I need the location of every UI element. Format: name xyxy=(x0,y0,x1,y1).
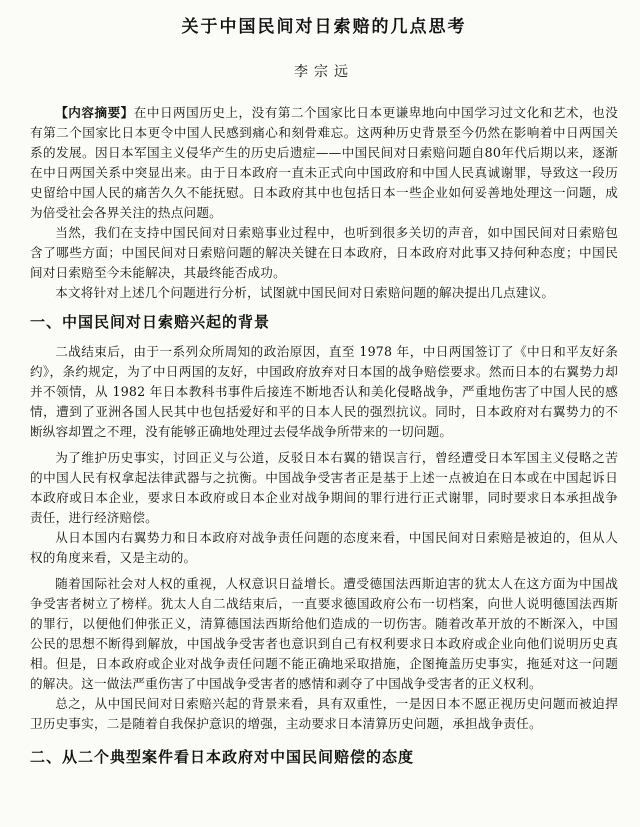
section-2-heading: 二、从二个典型案件看日本政府对中国民间赔偿的态度 xyxy=(30,748,415,766)
abstract-paragraph-1 xyxy=(30,103,618,223)
section-1-paragraph-1: 二战结束后，由于一系列众所周知的政治原因，直至 1978 年，中日两国签订了《中日和平友好条约》，条约规定，为了中日两国的友好，中国政府放弃对日本国的战争赔偿要求。然而日本的右翼势力却并不领情，从 1982 年日本教科书事件后接连不断地否认和美化侵略战争，严重地伤害了中国人民的感情，遭到了亚洲各国人民其中也包括爱好和平的日本人民的强烈抗议。同时，日本政府对右翼势力的不断纵容却置之不理，没有能够正确地处理过去侵华战争所带来的一切问题。 xyxy=(30,344,618,439)
abstract-paragraph-3: 本文将针对上述几个问题进行分析，试图就中国民间对日索赔问题的解决提出几点建议。 xyxy=(55,285,555,300)
abstract-label: 【内容摘要】 xyxy=(55,105,134,120)
section-1-heading: 一、中国民间对日索赔兴起的背景 xyxy=(30,313,271,331)
section-1-paragraph-4: 随着国际社会对人权的重视，人权意识日益增长。遭受德国法西斯迫害的犹太人在这方面为中国战争受害者树立了榜样。犹太人自二战结束后，一直要求德国政府公布一切档案，向世人说明德国法西斯的罪行，以便他们伸张正义，清算德国法西斯给他们造成的一切伤害。随着改革开放的不断深入，中国公民的思想不断得到解放，中国战争受害者也意识到自己有权利要求日本政府或企业向他们说明历史真相。但是，日本政府或企业对战争责任问题不能正确地采取措施，企图掩盖历史事实，拖延对这一问题的解决。这一做法严重伤害了中国战争受害者的感情和剥夺了中国战争受害者的正义权利。 xyxy=(30,576,618,691)
section-1-paragraph-3: 从日本国内右翼势力和日本政府对战争责任问题的态度来看，中国民间对日索赔是被迫的，但从人权的角度来看，又是主动的。 xyxy=(30,530,618,565)
paper-title: 关于中国民间对日索赔的几点思考 xyxy=(181,17,467,37)
section-1-paragraph-5: 总之，从中国民间对日索赔兴起的背景来看，具有双重性，一是因日本不愿正视历史问题而被迫捍卫历史事实，二是随着自我保护意识的增强，主动要求日本清算历史问题，承担战争责任。 xyxy=(30,696,618,731)
section-1-paragraph-2: 为了维护历史事实，讨回正义与公道，反驳日本右翼的错误言行，曾经遭受日本军国主义侵略之苦的中国人民有权拿起法律武器与之抗衡。中国战争受害者正是基于上述一点被迫在日本或在中国起诉日本政府或日本企业，要求日本政府或日本企业对战争期间的罪行进行正式谢罪，同时要求日本承担战争责任，进行经济赔偿。 xyxy=(30,450,618,525)
paper-author: 李宗远 xyxy=(294,64,354,80)
abstract-paragraph-2: 当然，我们在支持中国民间对日索赔事业过程中，也听到很多关切的声音，如中国民间对日索赔包含了哪些方面；中国民间对日索赔问题的解决关键在日本政府，日本政府对此事又持何种态度；中国民间对日索赔至今未能解决，其最终能否成功。 xyxy=(30,225,618,280)
abstract-text-1: 在中日两国历史上，没有第二个国家比日本更谦卑地向中国学习过文化和艺术，也没有第二个国家比日本更令中国人民感到痛心和刻骨难忘。这两种历史背景至今仍然在影响着中日两国关系的发展。因日本军国主义侵华产生的历史后遗症——中国民间对日索赔问题自80年代后期以来，逐渐在中日两国关系中突显出来。由于日本政府一直未正式向中国政府和中国人民真诚谢罪，导致这一段历史留给中国人民的痛苦久久不能抚慰。日本政府其中也包括日本一些企业如何妥善地处理这一问题，成为倍受社会各界关注的热点问题。 xyxy=(30,105,618,220)
